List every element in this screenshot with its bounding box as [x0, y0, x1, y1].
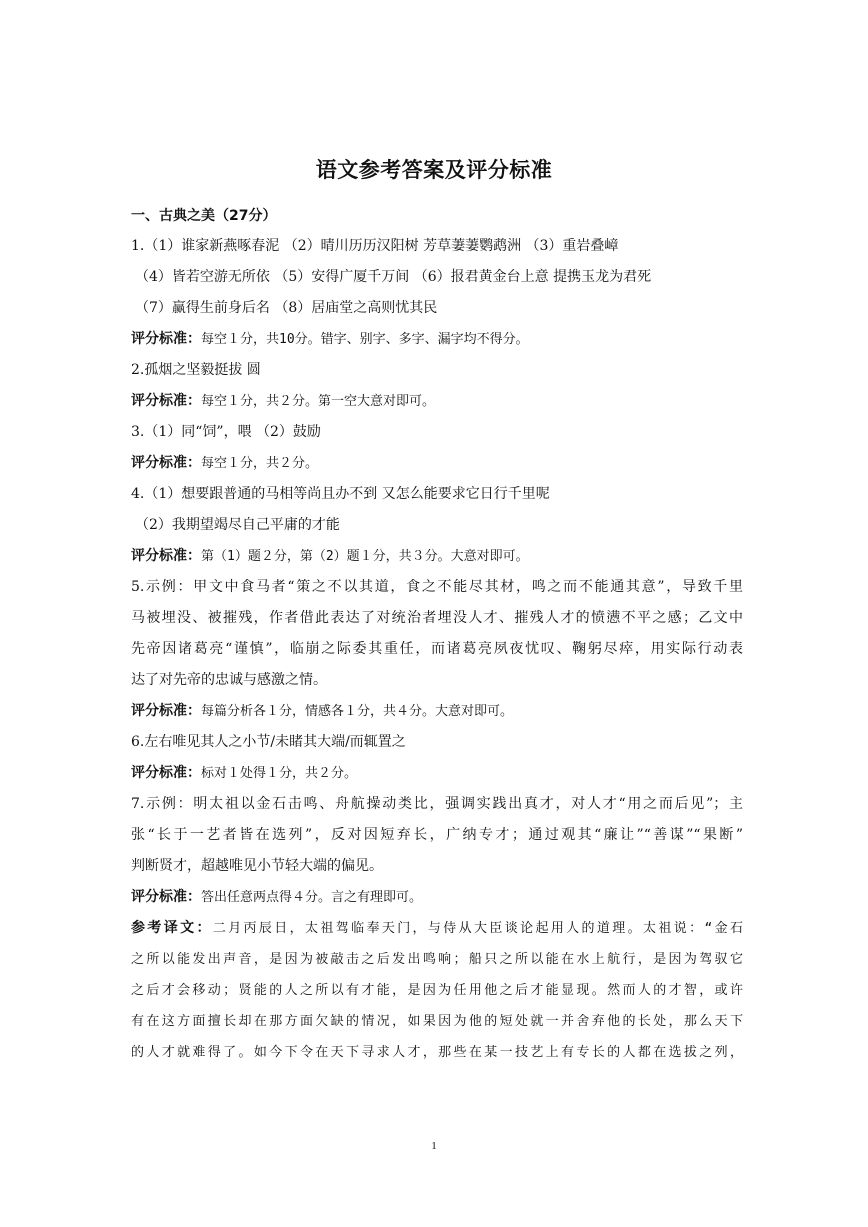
q5-line-4: 达了对先帝的忠诚与感激之情。 [131, 672, 327, 688]
q5-line-1: 5.示例：甲文中食马者“策之不以其道，食之不能尽其材，鸣之而不能通其意”，导致千里 [131, 579, 743, 595]
page-number: 1 [431, 1140, 437, 1152]
criteria-text: 每空１分，共２分。 [201, 456, 319, 471]
section-heading: 一、古典之美（27分） [131, 208, 277, 224]
translation-line-2: 之所以能发出声音，是因为被敲击之后发出鸣响；船只之所以能在水上航行，是因为驾驭它 [131, 952, 743, 967]
q2-criteria [131, 386, 743, 417]
criteria-text: 第（1）题２分，第（2）题１分，共３分。大意对即可。 [201, 549, 529, 564]
translation-line-3: 之后才会移动；贤能的人之所以有才能，是因为任用他之后才能显现。然而人的才智，或许 [131, 983, 743, 998]
page-title: 语文参考答案及评分标准 [315, 158, 553, 182]
criteria-label: 评分标准： [131, 765, 201, 781]
q6-criteria [131, 758, 743, 789]
q4-line-1: 4.（1）想要跟普通的马相等尚且办不到 又怎么能要求它日行千里呢 [131, 486, 550, 502]
criteria-label: 评分标准： [131, 703, 201, 719]
q7-line-1: 7.示例：明太祖以金石击鸣、舟航操动类比，强调实践出真才，对人才“用之而后见”；主 [131, 796, 743, 812]
criteria-label: 评分标准： [131, 889, 201, 905]
translation-line-4: 有在这方面擅长却在那方面欠缺的情况，如果因为他的短处就一并舍弃他的长处，那么天下 [131, 1014, 743, 1029]
criteria-text: 每空１分，共10分。错字、别字、多字、漏字均不得分。 [201, 332, 529, 347]
q1-line-2: （4）皆若空游无所依 （5）安得广厦千万间 （6）报君黄金台上意 提携玉龙为君死 [135, 269, 652, 285]
document-body [131, 201, 743, 1068]
criteria-text: 每篇分析各１分，情感各１分，共４分。大意对即可。 [201, 704, 514, 719]
q7-criteria [131, 882, 743, 913]
q5-line-3: 先帝因诸葛亮“谨慎”，临崩之际委其重任，而诸葛亮夙夜忧叹、鞠躬尽瘁，用实际行动表 [131, 641, 743, 657]
translation-line-5: 的人才就难得了。如今下令在天下寻求人才，那些在某一技艺上有专长的人都在选拔之列， [131, 1045, 743, 1060]
criteria-text: 标对１处得１分，共２分。 [201, 766, 358, 781]
q7-line-3: 判断贤才，超越唯见小节轻大端的偏见。 [131, 858, 383, 874]
q2-line-1: 2.孤烟之坚毅挺拔 圆 [131, 362, 261, 378]
q1-line-3: （7）赢得生前身后名 （8）居庙堂之高则忧其民 [135, 300, 438, 316]
q4-line-2: （2）我期望竭尽自己平庸的才能 [135, 517, 340, 533]
q1-criteria [131, 324, 743, 355]
criteria-text: 每空１分，共２分。第一空大意对即可。 [201, 394, 436, 409]
criteria-text: 答出任意两点得４分。言之有理即可。 [201, 890, 423, 905]
q3-criteria [131, 448, 743, 479]
criteria-label: 评分标准： [131, 393, 201, 409]
q5-criteria [131, 696, 743, 727]
q5-line-2: 马被埋没、被摧残，作者借此表达了对统治者埋没人才、摧残人才的愤懑不平之感；乙文中 [131, 610, 743, 626]
criteria-label: 评分标准： [131, 331, 201, 347]
translation-line-1 [131, 913, 743, 944]
q7-line-2: 张“长于一艺者皆在选列”，反对因短弃长，广纳专才；通过观其“廉让”“善谋”“果断” [131, 827, 743, 843]
translation-label: 参考译文： [131, 920, 213, 936]
q3-line-1: 3.（1）同“饲”，喂 （2）鼓励 [131, 424, 321, 440]
q4-criteria [131, 541, 743, 572]
criteria-label: 评分标准： [131, 548, 201, 564]
q6-line-1: 6.左右唯见其人之小节/未睹其大端/而辄置之 [131, 734, 406, 750]
q1-line-1: 1.（1）谁家新燕啄春泥 （2）晴川历历汉阳树 芳草萋萋鹦鹉洲 （3）重岩叠嶂 [131, 238, 619, 254]
translation-text: 二月丙辰日，太祖驾临奉天门，与侍从大臣谈论起用人的道理。太祖说：“金石 [212, 921, 743, 936]
criteria-label: 评分标准： [131, 455, 201, 471]
